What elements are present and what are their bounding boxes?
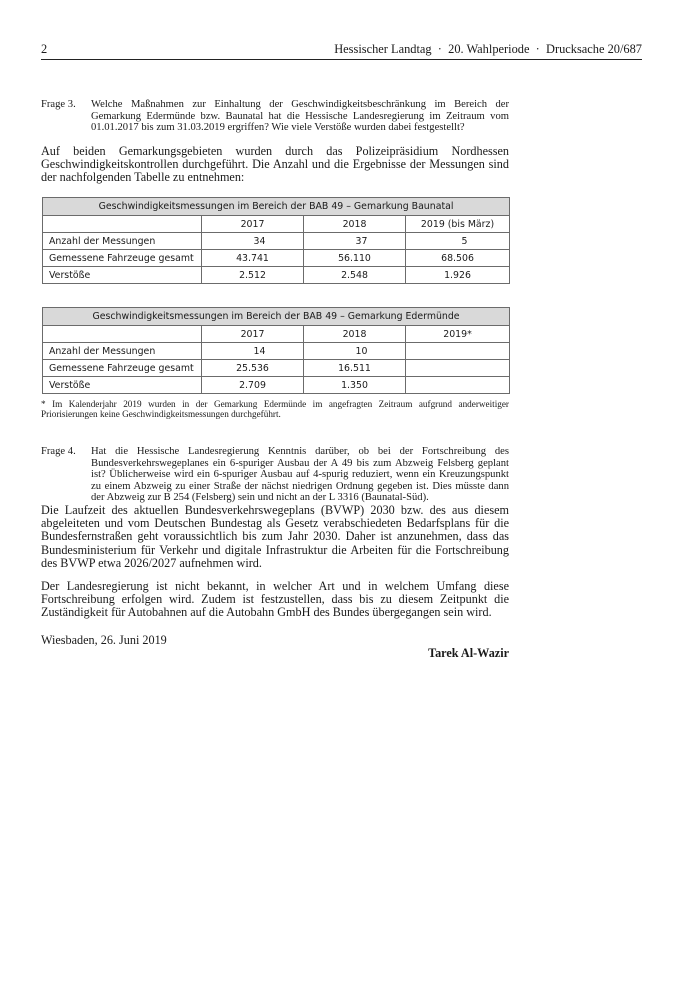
table-cell <box>406 343 510 360</box>
table-row <box>43 233 510 250</box>
header-rule <box>41 59 642 60</box>
table-cell: 25.536 <box>202 360 304 377</box>
table-baunatal <box>42 197 510 284</box>
page-header <box>41 42 642 59</box>
table-header-empty <box>43 326 202 343</box>
signature: Tarek Al-Wazir <box>428 646 509 660</box>
table-row <box>43 360 510 377</box>
question-3 <box>41 99 509 134</box>
answer-4-paragraph-2: Der Landesregierung ist nicht bekannt, in welcher Art und in welchem Umfang diese Fortschreibung erfolgen wird. Zudem ist festzustellen, dass bis zu diesem Zeitpunkt die Zuständigkeit für Autobahnen auf die Autobahn GmbH des Bundes übergegangen sein wird. <box>41 579 509 620</box>
table-edermuende <box>42 307 510 394</box>
table-cell: 2.709 <box>202 377 304 394</box>
table-column-header: 2017 <box>202 326 304 343</box>
table-cell <box>406 377 510 394</box>
table-column-header: 2018 <box>304 326 406 343</box>
row-label: Anzahl der Messungen <box>43 233 202 250</box>
table-cell: 34 <box>202 233 304 250</box>
row-label: Gemessene Fahrzeuge gesamt <box>43 360 202 377</box>
table-column-header: 2019 (bis März) <box>406 216 510 233</box>
table-header-row <box>43 216 510 233</box>
table-cell <box>406 360 510 377</box>
table-row <box>43 377 510 394</box>
table-cell: 68.506 <box>406 250 510 267</box>
table-cell: 2.548 <box>304 267 406 284</box>
table-cell: 56.110 <box>304 250 406 267</box>
table-cell: 43.741 <box>202 250 304 267</box>
table-column-header: 2017 <box>202 216 304 233</box>
table-cell: 2.512 <box>202 267 304 284</box>
question-3-label: Frage 3. <box>41 99 76 110</box>
running-title: Hessischer Landtag · 20. Wahlperiode · Drucksache 20/687 <box>334 42 642 56</box>
answer-4-paragraph-1: Die Laufzeit des aktuellen Bundesverkehrswegeplans (BVWP) 2030 bzw. des aus diesem abgeleiteten und vom Deutschen Bundestag als Gesetz verabschiedeten Bedarfsplans für die Bundesfernstraßen geht voraussichtlich bis zum Jahr 2030. Daher ist anzunehmen, dass das Bundesministerium für Verkehr und digitale Infrastruktur die Arbeiten für die Fortschreibung des BVWP etwa 2026/2027 aufnehmen wird. <box>41 503 509 570</box>
row-label: Anzahl der Messungen <box>43 343 202 360</box>
question-4 <box>41 446 509 504</box>
table-row <box>43 250 510 267</box>
table-cell: 37 <box>304 233 406 250</box>
table-row <box>43 343 510 360</box>
table-edermuende-title: Geschwindigkeitsmessungen im Bereich der BAB 49 – Gemarkung Edermünde <box>43 308 510 326</box>
question-3-text: Welche Maßnahmen zur Einhaltung der Geschwindigkeitsbeschränkung im Bereich der Gemarkung Edermünde bzw. Baunatal hat die Hessische Landesregierung im Zeitraum vom 01.01.2017 bis zum 31.03.2019 ergriffen? Wie viele Verstöße wurden dabei festgestellt? <box>91 99 509 134</box>
answer-3-text: Auf beiden Gemarkungsgebieten wurden durch das Polizeipräsidium Nordhessen Geschwindigkeitskontrollen durchgeführt. Die Anzahl und die Ergebnisse der Messungen sind der nachfolgenden Tabelle zu entnehmen: <box>41 144 509 185</box>
table-header-row <box>43 326 510 343</box>
table-cell: 14 <box>202 343 304 360</box>
place-date: Wiesbaden, 26. Juni 2019 <box>41 633 167 647</box>
question-4-label: Frage 4. <box>41 446 76 457</box>
table-footnote: * Im Kalenderjahr 2019 wurden in der Gemarkung Edermünde im angefragten Zeitraum aufgrund anderweitiger Priorisierungen keine Geschwindigkeitsmessungen durchgeführt. <box>41 399 509 420</box>
table-cell: 1.926 <box>406 267 510 284</box>
page-number: 2 <box>41 42 48 56</box>
table-column-header: 2019* <box>406 326 510 343</box>
question-4-text: Hat die Hessische Landesregierung Kenntnis darüber, ob bei der Fortschreibung des Bundesverkehrswegeplanes ein 6-spuriger Ausbau der A 49 bis zum Abzweig Felsberg geplant ist? Üblicherweise wird ein 6-spuriger Ausbau auf 4-spurig reduziert, wenn ein Kreuzungspunkt zu einem Abzweig zu einer Straße der nächst niedrigen Ordnung gegeben ist. Dies müsste dann der Abzweig zur B 254 (Felsberg) sein und nicht an der L 3316 (Baunatal-Süd). <box>91 446 509 504</box>
row-label: Gemessene Fahrzeuge gesamt <box>43 250 202 267</box>
table-cell: 1.350 <box>304 377 406 394</box>
row-label: Verstöße <box>43 267 202 284</box>
row-label: Verstöße <box>43 377 202 394</box>
table-column-header: 2018 <box>304 216 406 233</box>
table-cell: 16.511 <box>304 360 406 377</box>
table-row <box>43 267 510 284</box>
table-header-empty <box>43 216 202 233</box>
table-baunatal-title: Geschwindigkeitsmessungen im Bereich der BAB 49 – Gemarkung Baunatal <box>43 198 510 216</box>
table-cell: 10 <box>304 343 406 360</box>
table-cell: 5 <box>406 233 510 250</box>
